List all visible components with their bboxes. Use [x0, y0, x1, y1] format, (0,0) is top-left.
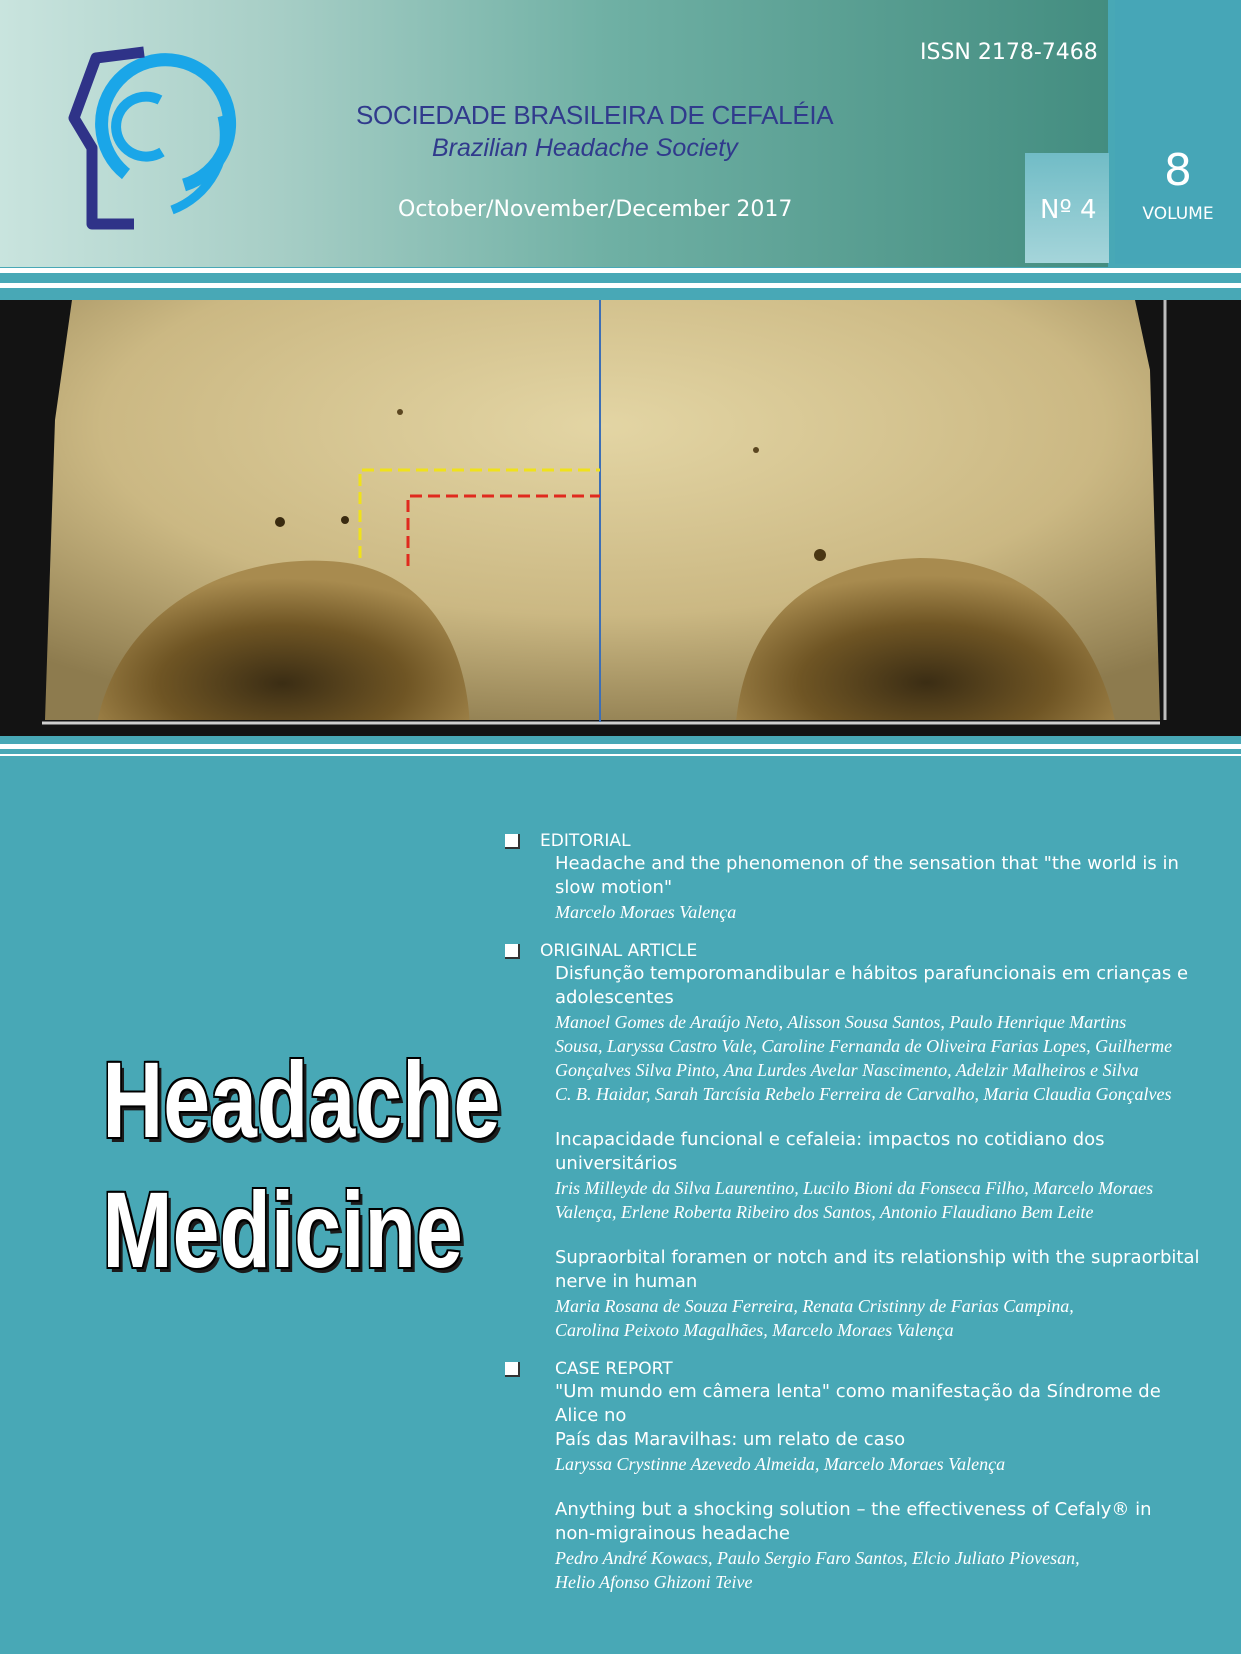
- article-authors: Manoel Gomes de Araújo Neto, Alisson Sousa Santos, Paulo Henrique Martins: [555, 1012, 1127, 1032]
- article-title: Disfunção temporomandibular e hábitos parafuncionais em crianças e: [555, 963, 1189, 984]
- logo-icon: [52, 40, 242, 230]
- title-line-1: Headache: [102, 1039, 501, 1160]
- section-case-report: CASE REPORT: [540, 1358, 1205, 1380]
- issue-period: October/November/December 2017: [398, 197, 793, 222]
- top-stripe-2: [0, 283, 1241, 288]
- volume-column: [1115, 0, 1241, 264]
- article-authors: Helio Afonso Ghizoni Teive: [555, 1572, 753, 1592]
- article-authors: Carolina Peixoto Magalhães, Marcelo Moraes Valença: [555, 1320, 954, 1340]
- top-stripe: [0, 268, 1241, 273]
- article-title: non-migrainous headache: [555, 1523, 790, 1544]
- article-title: slow motion": [555, 877, 673, 898]
- article-authors: Laryssa Crystinne Azevedo Almeida, Marcelo Moraes Valença: [555, 1454, 1006, 1474]
- section-editorial: EDITORIAL: [540, 830, 1205, 852]
- article-title: Supraorbital foramen or notch and its relationship with the supraorbital: [555, 1247, 1200, 1268]
- issue-number: Nº 4: [1040, 195, 1097, 225]
- volume-label: VOLUME: [1142, 204, 1214, 224]
- article-authors: Marcelo Moraes Valença: [555, 902, 737, 922]
- bottom-stripe: [0, 744, 1241, 749]
- bottom-stripe-2: [0, 754, 1241, 756]
- title-line-2: Medicine: [102, 1169, 463, 1290]
- article-title: adolescentes: [555, 987, 674, 1008]
- society-name-pt: SOCIEDADE BRASILEIRA DE CEFALÉIA: [356, 100, 834, 130]
- article-title: Anything but a shocking solution – the effectiveness of Cefaly® in: [555, 1499, 1152, 1520]
- table-of-contents: [505, 830, 1205, 1594]
- article-authors: Maria Rosana de Souza Ferreira, Renata Cristinny de Farias Campina,: [555, 1296, 1074, 1316]
- article-authors: Valença, Erlene Roberta Ribeiro dos Santos, Antonio Flaudiano Bem Leite: [555, 1202, 1094, 1222]
- article-title: "Um mundo em câmera lenta" como manifestação da Síndrome de Alice no: [555, 1381, 1161, 1426]
- section-bullet-icon: [505, 1362, 520, 1377]
- article-authors: Sousa, Laryssa Castro Vale, Caroline Fernanda de Oliveira Farias Lopes, Guilherme: [555, 1036, 1173, 1056]
- skull-illustration: [0, 300, 1241, 736]
- cover-photo: [0, 300, 1241, 736]
- article-title: Incapacidade funcional e cefaleia: impactos no cotidiano dos universitários: [555, 1129, 1105, 1174]
- article-authors: Iris Milleyde da Silva Laurentino, Lucilo Bioni da Fonseca Filho, Marcelo Moraes: [555, 1178, 1154, 1198]
- society-name-en: Brazilian Headache Society: [432, 134, 738, 162]
- article-title: Headache and the phenomenon of the sensation that "the world is in: [555, 853, 1179, 874]
- volume-number: 8: [1164, 145, 1192, 196]
- article-authors: Pedro André Kowacs, Paulo Sergio Faro Santos, Elcio Juliato Piovesan,: [555, 1548, 1080, 1568]
- article-authors: Gonçalves Silva Pinto, Ana Lurdes Avelar Nascimento, Adelzir Malheiros e Silva: [555, 1060, 1139, 1080]
- article-authors: C. B. Haidar, Sarah Tarcísia Rebelo Ferreira de Carvalho, Maria Claudia Gonçalves: [555, 1084, 1172, 1104]
- section-bullet-icon: [505, 944, 520, 959]
- issn-label: ISSN 2178-7468: [920, 40, 1098, 65]
- journal-title: [102, 1035, 501, 1295]
- section-bullet-icon: [505, 834, 520, 849]
- article-title: País das Maravilhas: um relato de caso: [555, 1429, 906, 1450]
- article-title: nerve in human: [555, 1271, 698, 1292]
- section-original-article: ORIGINAL ARTICLE: [540, 940, 1205, 962]
